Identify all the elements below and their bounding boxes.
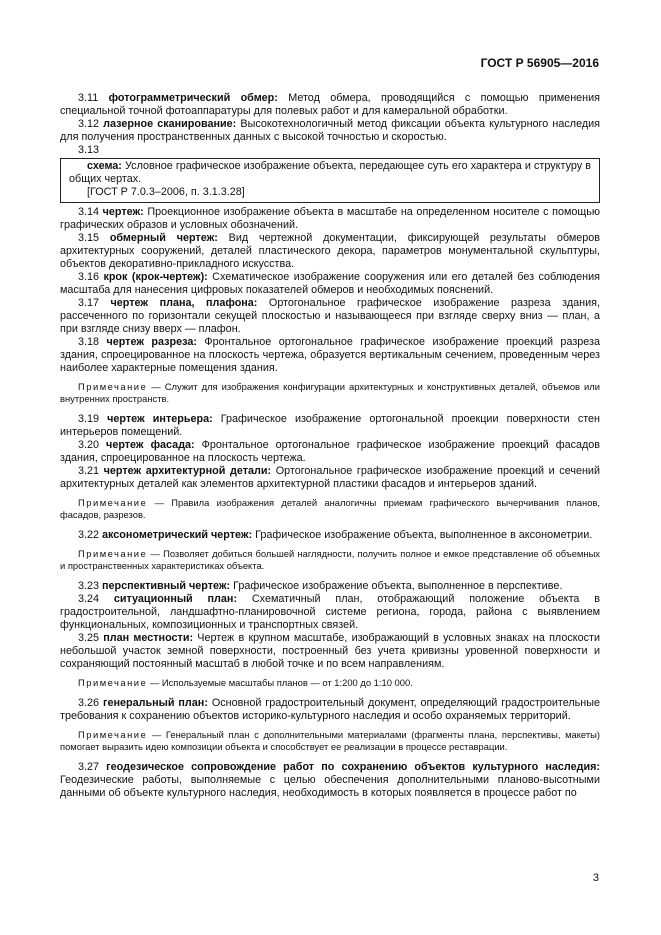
definition-3-11: 3.11 фотограмметрический обмер: Метод обмера, проводящийся с помощью применения специальной точной фотоаппаратуры для полевых работ и для камеральной обработки. [60,92,600,117]
definition-3-19: 3.19 чертеж интерьера: Графическое изображение ортогональной проекции поверхности стен интерьеров помещений. [60,413,601,438]
definition-3-26: 3.26 генеральный план: Основной градостроительный документ, определяющий градостроительные требования к сохранению объектов историко-культурного наследия и особо охраняемых территорий. [60,697,600,722]
definition-3-15: 3.15 обмерный чертеж: Вид чертежной документации, фиксирующей результаты обмеров архитектурных сооружений, деталей пластического декора, параметров монументальной скульптуры, объектов декоративно-прикладного искусства. [60,232,600,270]
definition-3-21: 3.21 чертеж архитектурной детали: Ортогональное графическое изображение проекций и сечений архитектурных деталей как элементов архитектурной пластики фасадов и интерьеров зданий. [60,465,600,490]
definition-3-13-number: 3.13 [78,144,100,156]
definition-3-27: 3.27 геодезическое сопровождение работ по сохранению объектов культурного наследия: Геодезические работы, выполняемые с целью обеспечения дополнительными планово-высотными данными об объекте культурного наследия, необходимость в которых появляется в процессе работ по [60,761,600,799]
definition-3-24: 3.24 ситуационный план: Схематичный план, отображающий положение объекта в градостроительной, ландшафтно-планировочной системе региона, города, района с выявлением функциональных, композиционных и транспортных связей. [60,593,601,631]
note-4: Примечание — Используемые масштабы планов — от 1:200 до 1:10 000. [78,677,413,688]
document-header: ГОСТ Р 56905—2016 [480,56,599,70]
note-1: Примечание — Служит для изображения конфигурации архитектурных и конструктивных деталей, объемов или внутренних пространств. [60,381,600,404]
page-number: 3 [592,872,599,884]
note-2: Примечание — Правила изображения деталей аналогичны приемам графического вычерчивания планов, фасадов, разрезов. [60,497,600,520]
definition-3-12: 3.12 лазерное сканирование: Высокотехнологичный метод фиксации объекта культурного наследия для получения пространственных данных с высокой точностью и скоростью. [60,118,601,143]
document-body [60,92,600,800]
definition-3-14: 3.14 чертеж: Проекционное изображение объекта в масштабе на определенном носителе с помощью графических образов и условных обозначений. [60,206,600,231]
definition-3-20: 3.20 чертеж фасада: Фронтальное ортогональное графическое изображение проекций фасадов здания, спроецированное на плоскость чертежа. [60,439,601,464]
definition-3-16: 3.16 крок (крок-чертеж): Схематическое изображение сооружения или его деталей без соблюдения масштаба для нанесения цифровых показателей обмеров и необходимых пояснений. [60,271,600,296]
definition-3-13: схема: Условное графическое изображение объекта, передающее суть его характера и структуру в общих чертах. [69,160,591,185]
note-5: Примечание — Генеральный план с дополнительными материалами (фрагменты плана, перспективы, макеты) помогает выразить идею композиции объекта и способствует ее реализации в процессе реставрации. [60,729,600,752]
definition-3-17: 3.17 чертеж плана, плафона: Ортогональное графическое изображение разреза здания, рассеченного по горизонтали секущей плоскостью и называющееся при взгляде сверху вниз — план, а при взгляде снизу вверх — плафон. [60,297,600,335]
definition-3-13-reference: [ГОСТ Р 7.0.3–2006, п. 3.1.3.28] [87,186,245,198]
definition-3-22: 3.22 аксонометрический чертеж: Графическое изображение объекта, выполненное в аксонометрии. [78,529,593,541]
definition-3-25: 3.25 план местности: Чертеж в крупном масштабе, изображающий в условных знаках на плоскости небольшой участок земной поверхности, построенный без учета кривизны уровенной поверхности и сохраняющий постоянный масштаб в любой точке и по всем направлениям. [60,632,600,670]
definition-3-23: 3.23 перспективный чертеж: Графическое изображение объекта, выполненное в перспективе. [78,580,563,592]
note-3: Примечание — Позволяет добиться большей наглядности, получить полное и емкое представление об объемных и пространственных характеристиках объекта. [60,548,600,571]
definition-3-13-box [60,158,600,203]
definition-3-18: 3.18 чертеж разреза: Фронтальное ортогональное графическое изображение проекций разреза здания, спроецированное на плоскость чертежа, образуется вертикальным сечением, проведенным через наиболее характерные помещения здания. [60,336,601,374]
